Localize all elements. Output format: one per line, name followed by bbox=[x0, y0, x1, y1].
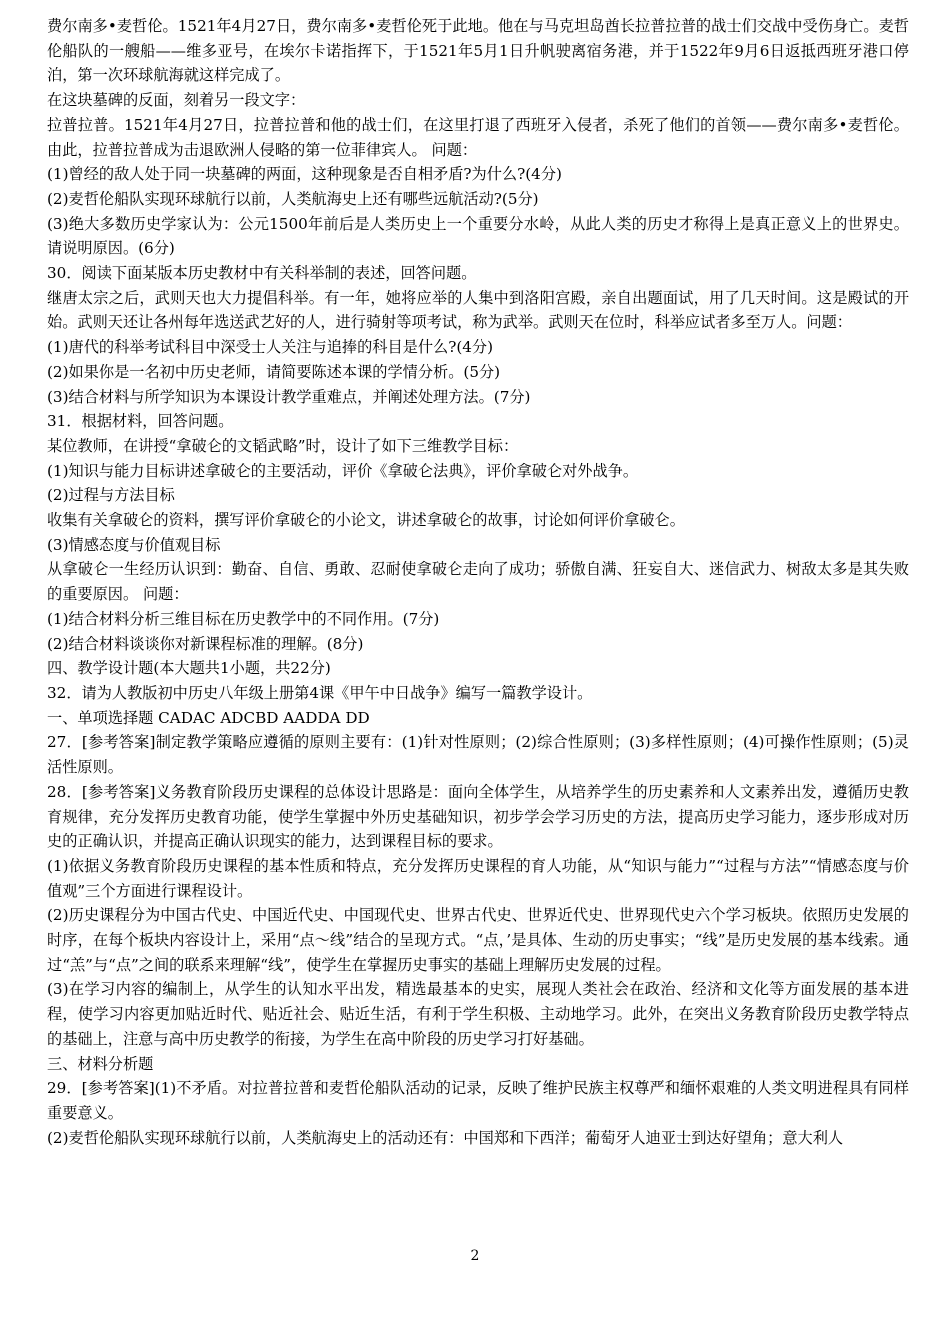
paragraph: 拉普拉普。1521年4月27日，拉普拉普和他的战士们，在这里打退了西班牙入侵者，杀死了他们的首领——费尔南多•麦哲伦。由此，拉普拉普成为击退欧洲人侵略的第一位菲律宾人。 问题： bbox=[47, 115, 909, 159]
paragraph: (2)过程与方法目标 bbox=[47, 486, 175, 505]
page-number: 2 bbox=[470, 1248, 480, 1264]
answer-paragraph: (2)麦哲伦船队实现环球航行以前，人类航海史上的活动还有：中国郑和下西洋；葡萄牙人迪亚士到达好望角；意大利人 bbox=[47, 1128, 844, 1147]
question-item: (2)如果你是一名初中历史老师，请简要陈述本课的学情分析。(5分) bbox=[47, 362, 501, 381]
answer-paragraph: 29．[参考答案](1)不矛盾。对拉普拉普和麦哲伦船队活动的记录，反映了维护民族主权尊严和缅怀艰难的人类文明进程具有同样重要意义。 bbox=[47, 1079, 909, 1122]
question-heading: 31．根据材料，回答问题。 bbox=[47, 412, 234, 431]
paragraph: (3)情感态度与价值观目标 bbox=[47, 535, 221, 554]
question-item: (2)结合材料谈谈你对新课程标准的理解。(8分) bbox=[47, 634, 364, 653]
section-heading: 三、材料分析题 bbox=[47, 1054, 154, 1073]
question-item: (1)曾经的敌人处于同一块墓碑的两面，这种现象是否自相矛盾?为什么?(4分) bbox=[47, 165, 562, 184]
question-item: (1)结合材料分析三维目标在历史教学中的不同作用。(7分) bbox=[47, 609, 440, 628]
paragraph: 继唐太宗之后，武则天也大力提倡科举。有一年，她将应举的人集中到洛阳宫殿，亲自出题面试，用了几天时间。这是殿试的开始。武则天还让各州每年选送武艺好的人，进行骑射等项考试，称为武举。武则天在位时，科举应试者多至万人。问题： bbox=[47, 288, 909, 332]
question-item: (3)结合材料与所学知识为本课设计教学重难点，并阐述处理方法。(7分) bbox=[47, 387, 531, 406]
answer-paragraph: (3)在学习内容的编制上，从学生的认知水平出发，精选最基本的史实，展现人类社会在政治、经济和文化等方面发展的基本进程，使学习内容更加贴近时代、贴近社会、贴近生活，有利于学生积极、主动地学习。此外，在突出义务教育阶段历史教学特点的基础上，注意与高中历史教学的衔接，为学生在高中阶段的历史学习打好基础。 bbox=[47, 980, 909, 1048]
paragraph: 在这块墓碑的反面，刻着另一段文字： bbox=[47, 91, 306, 110]
paragraph: 收集有关拿破仑的资料，撰写评价拿破仑的小论文，讲述拿破仑的故事，讨论如何评价拿破仑。 bbox=[47, 511, 685, 530]
question-item: (3)绝大多数历史学家认为：公元1500年前后是人类历史上一个重要分水岭，从此人类的历史才称得上是真正意义上的世界史。请说明原因。(6分) bbox=[47, 214, 909, 258]
section-heading: 四、教学设计题(本大题共1小题，共22分) bbox=[47, 659, 331, 678]
paragraph: 费尔南多•麦哲伦。1521年4月27日，费尔南多•麦哲伦死于此地。他在与马克坦岛酋长拉普拉普的战士们交战中受伤身亡。麦哲伦船队的一艘船——维多亚号，在埃尔卡诺指挥下，于1521年5月1日升帆驶离宿务港，并于1522年9月6日返抵西班牙港口停泊，第一次环球航海就这样完成了。 bbox=[47, 17, 909, 85]
answer-paragraph: (2)历史课程分为中国古代史、中国近代史、中国现代史、世界古代史、世界近代史、世界现代史六个学习板块。依照历史发展的时序，在每个板块内容设计上，采用“点～线”结合的呈现方式。“点，’是具体、生动的历史事实；“线”是历史发展的基本线索。通过“羔”与“点”之间的联系来理解“线”，使学生在掌握历史事实的基础上理解历史发展的过程。 bbox=[47, 906, 909, 974]
answer-paragraph: 27．[参考答案]制定教学策略应遵循的原则主要有：(1)针对性原则；(2)综合性原则；(3)多样性原则；(4)可操作性原则；(5)灵活性原则。 bbox=[47, 733, 909, 777]
answer-key-line: 一、单项选择题 CADAC ADCBD AADDA DD bbox=[47, 708, 370, 727]
document-body bbox=[47, 14, 909, 1150]
paragraph: 某位教师，在讲授“拿破仑的文韬武略”时，设计了如下三维教学目标： bbox=[47, 436, 519, 455]
answer-paragraph: 28．[参考答案]义务教育阶段历史课程的总体设计思路是：面向全体学生，从培养学生的历史素养和人文素养出发，遵循历史教育规律，充分发挥历史教育功能，使学生掌握中外历史基础知识，初步学会学习历史的方法，提高历史学习能力，逐步形成对历史的正确认识，并提高正确认识现实的能力，达到课程目标的要求。 bbox=[47, 782, 909, 851]
question-heading: 30．阅读下面某版本历史教材中有关科举制的表述，回答问题。 bbox=[47, 264, 477, 283]
question-item: (2)麦哲伦船队实现环球航行以前，人类航海史上还有哪些远航活动?(5分) bbox=[47, 189, 539, 208]
paragraph: 从拿破仑一生经历认识到：勤奋、自信、勇敢、忍耐使拿破仑走向了成功；骄傲自满、狂妄自大、迷信武力、树敌太多是其失败的重要原因。 问题： bbox=[47, 560, 909, 604]
answer-paragraph: (1)依据义务教育阶段历史课程的基本性质和特点，充分发挥历史课程的育人功能，从“知识与能力”“过程与方法”“情感态度与价值观”三个方面进行课程设计。 bbox=[47, 856, 909, 900]
question-item: (1)唐代的科举考试科目中深受士人关注与追捧的科目是什么?(4分) bbox=[47, 338, 494, 357]
paragraph: (1)知识与能力目标讲述拿破仑的主要活动，评价《拿破仑法典》，评价拿破仑对外战争。 bbox=[47, 461, 639, 480]
question-heading: 32．请为人教版初中历史八年级上册第4课《甲午中日战争》编写一篇教学设计。 bbox=[47, 683, 593, 702]
